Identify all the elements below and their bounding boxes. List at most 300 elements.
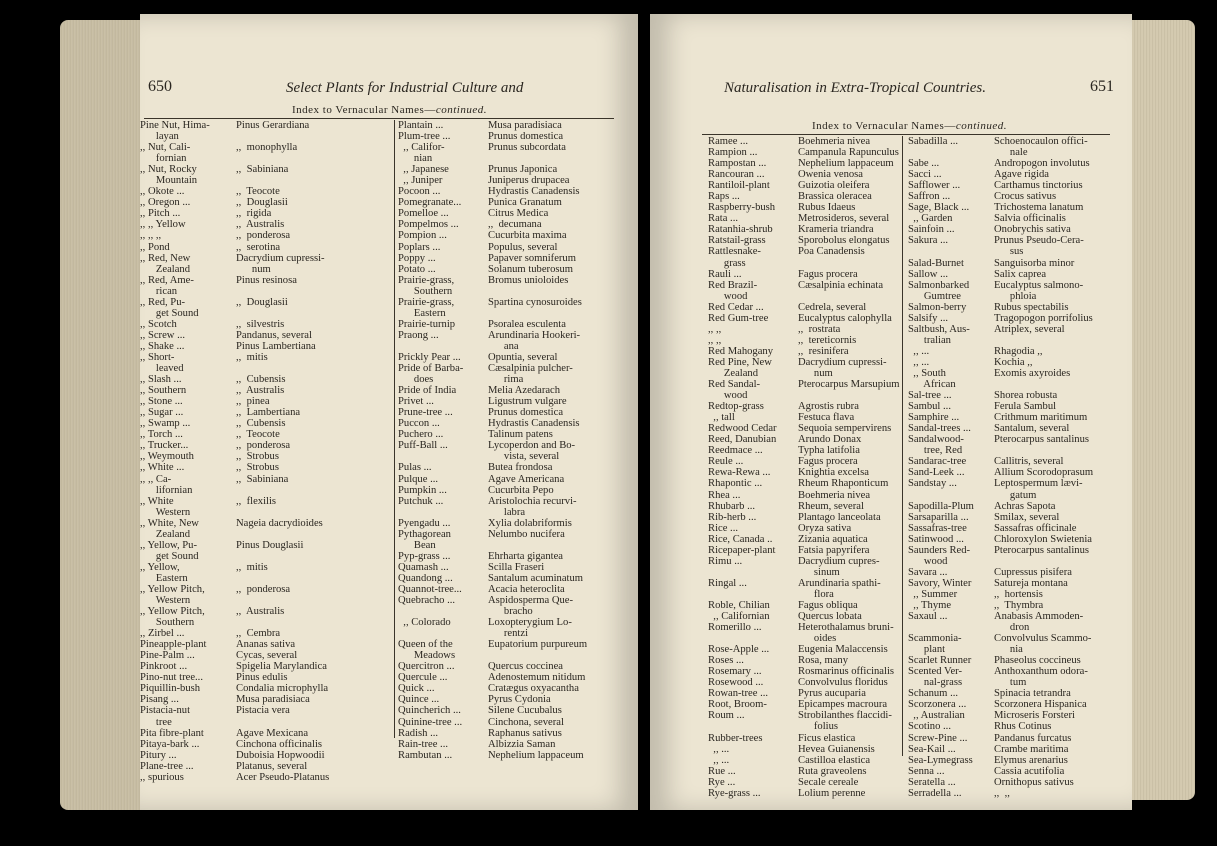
- vernacular-name: Reed, Danubian: [708, 434, 777, 446]
- right-page-number: 651: [1090, 78, 1114, 95]
- botanical-name: Scilla Fraseri: [488, 561, 545, 573]
- botanical-name: Cæsalpinia pulcher-: [488, 363, 573, 375]
- botanical-name: Prunus Pseudo-Cera-: [994, 235, 1084, 247]
- vernacular-name: ,, White, New: [140, 517, 199, 529]
- botanical-name: Zizania aquatica: [798, 533, 868, 545]
- index-entry: [908, 346, 1128, 357]
- index-entry: [708, 633, 902, 644]
- botanical-name: Ehrharta gigantea: [488, 550, 563, 562]
- botanical-name: Acer Pseudo-Platanus: [236, 771, 330, 783]
- index-entry: [708, 202, 902, 213]
- botanical-name: Trichostema lanatum: [994, 202, 1084, 214]
- botanical-name: Elymus arenarius: [994, 754, 1068, 766]
- botanical-name: Solanum tuberosum: [488, 263, 574, 275]
- index-entry: [140, 297, 390, 308]
- vernacular-name: Rib-herb ...: [708, 511, 757, 523]
- index-entry: [708, 788, 902, 799]
- botanical-name: Convolvulus floridus: [798, 677, 888, 689]
- botanical-name: Dacrydium cupressi-: [798, 356, 887, 368]
- index-entry: [140, 175, 390, 186]
- vernacular-name: ,, Red, New: [140, 252, 191, 264]
- botanical-name: Crambe maritima: [994, 743, 1069, 755]
- botanical-name: nia: [994, 644, 1023, 656]
- index-entry: [140, 407, 390, 418]
- vernacular-name: Saltbush, Aus-: [908, 323, 970, 335]
- vernacular-name: Pine Nut, Hima-: [140, 120, 210, 131]
- index-entry: [140, 529, 390, 540]
- index-entry: [708, 744, 902, 755]
- vernacular-name: Rimu ...: [708, 555, 743, 567]
- right-column-divider: [902, 136, 903, 756]
- botanical-name: Butea frondosa: [488, 462, 553, 474]
- index-entry: [140, 551, 390, 562]
- index-entry: [908, 677, 1128, 688]
- botanical-name: Pyrus Cydonia: [488, 694, 551, 706]
- vernacular-name: ,, Zirbel ...: [140, 628, 185, 640]
- vernacular-name: Raps ...: [708, 191, 740, 203]
- vernacular-name: ,, Australian: [908, 710, 965, 722]
- index-entry: [708, 733, 902, 744]
- botanical-name: Pyrus aucuparia: [798, 688, 866, 700]
- index-entry: [140, 131, 390, 142]
- right-top-rule: [702, 134, 1110, 135]
- index-entry: [908, 434, 1128, 445]
- vernacular-name: Rye ...: [708, 776, 736, 788]
- botanical-name: ,, ponderosa: [236, 230, 291, 242]
- vernacular-name: Quince ...: [398, 694, 440, 706]
- vernacular-name: ,, Trucker...: [140, 440, 189, 452]
- botanical-name: Eugenia Malaccensis: [798, 644, 888, 656]
- index-entry: [908, 302, 1128, 313]
- vernacular-name: Screw-Pine ...: [908, 732, 968, 744]
- vernacular-name: Rose-Apple ...: [708, 644, 770, 656]
- vernacular-name: Quamash ...: [398, 561, 449, 573]
- vernacular-name: [908, 490, 990, 501]
- vernacular-name: leaved: [140, 363, 184, 375]
- botanical-name: Krameria triandra: [798, 224, 874, 236]
- index-entry: [908, 456, 1128, 467]
- botanical-name: Fagus obliqua: [798, 599, 858, 611]
- botanical-name: Pinus edulis: [236, 672, 288, 684]
- vernacular-name: Pineapple-plant: [140, 639, 207, 651]
- index-entry: [708, 158, 902, 169]
- index-entry: [708, 600, 902, 611]
- index-entry: [908, 622, 1128, 633]
- botanical-name: Fagus procera: [798, 456, 858, 468]
- index-entry: [908, 578, 1128, 589]
- index-entry: [708, 578, 902, 589]
- index-entry: [398, 275, 636, 286]
- index-entry: [140, 286, 390, 297]
- vernacular-name: ,, Yellow,: [140, 561, 180, 573]
- vernacular-name: Rhubarb ...: [708, 500, 756, 512]
- botanical-name: Acacia heteroclita: [488, 583, 565, 595]
- index-entry: [908, 733, 1128, 744]
- index-entry: [398, 186, 636, 197]
- botanical-name: Pandanus, several: [236, 329, 312, 341]
- vernacular-name: Rain-tree ...: [398, 738, 449, 750]
- index-entry: [140, 562, 390, 573]
- vernacular-name: Redwood Cedar: [708, 423, 777, 435]
- vernacular-name: Salmonbarked: [908, 279, 970, 291]
- vernacular-name: wood: [708, 290, 748, 302]
- botanical-name: ,, Strobus: [236, 451, 279, 463]
- vernacular-name: [398, 628, 484, 639]
- botanical-name: Loxopterygium Lo-: [488, 617, 572, 629]
- botanical-name: Rubus Idaeus: [798, 202, 856, 214]
- vernacular-name: Pompion ...: [398, 230, 447, 242]
- botanical-name: Anthoxanthum odora-: [994, 666, 1088, 678]
- vernacular-name: plant: [908, 644, 946, 656]
- vernacular-name: ,, White: [140, 495, 174, 507]
- botanical-name: Hydrastis Canadensis: [488, 186, 580, 198]
- botanical-name: Aspidosperma Que-: [488, 595, 574, 607]
- vernacular-name: Pomelloe ...: [398, 208, 449, 220]
- botanical-name: Quercus lobata: [798, 611, 862, 623]
- index-entry: [908, 379, 1128, 390]
- index-entry: [708, 213, 902, 224]
- botanical-name: Condalia microphylla: [236, 683, 329, 695]
- left-page-number: 650: [148, 78, 172, 95]
- botanical-name: Kochia ,,: [994, 356, 1033, 368]
- vernacular-name: [908, 246, 990, 257]
- vernacular-name: ,, ,,: [708, 334, 722, 346]
- index-entry: [140, 363, 390, 374]
- vernacular-name: Plum-tree ...: [398, 131, 451, 143]
- index-entry: [398, 308, 636, 319]
- vernacular-name: Pythagorean: [398, 528, 451, 540]
- right-page: [650, 14, 1132, 810]
- botanical-name: Salvia officinalis: [994, 213, 1066, 225]
- vernacular-name: Sandal-trees ...: [908, 423, 971, 435]
- index-entry: [140, 341, 390, 352]
- botanical-name: Platanus, several: [236, 760, 308, 772]
- vernacular-name: Piquillin-bush: [140, 683, 201, 695]
- index-entry: [708, 445, 902, 456]
- index-entry: [708, 357, 902, 368]
- botanical-name: ,, resinifera: [798, 345, 849, 357]
- vernacular-name: rican: [140, 285, 178, 297]
- index-entry: [708, 401, 902, 412]
- botanical-name: tum: [994, 677, 1027, 689]
- index-entry: [708, 545, 902, 556]
- index-entry: [908, 512, 1128, 523]
- index-entry: [908, 688, 1128, 699]
- left-column-divider: [394, 120, 395, 738]
- botanical-name: Cedrela, several: [798, 301, 867, 313]
- vernacular-name: Pulas ...: [398, 462, 432, 474]
- vernacular-name: ,, South: [908, 367, 946, 379]
- index-entry: [140, 451, 390, 462]
- index-entry: [140, 540, 390, 551]
- botanical-name: ,, Cubensis: [236, 418, 286, 430]
- index-entry: [398, 197, 636, 208]
- vernacular-name: ,, ,,: [708, 323, 722, 335]
- index-entry: [908, 291, 1128, 302]
- vernacular-name: Red Gum-tree: [708, 312, 769, 324]
- vernacular-name: Roses ...: [708, 655, 744, 667]
- botanical-name: num: [236, 263, 271, 275]
- index-entry: [908, 357, 1128, 368]
- vernacular-name: Quandong ...: [398, 572, 453, 584]
- botanical-name: Dacrydium cupressi-: [236, 252, 325, 264]
- index-entry: [908, 655, 1128, 666]
- vernacular-name: ,, Juniper: [398, 175, 443, 187]
- index-entry: [708, 512, 902, 523]
- vernacular-name: Puchero ...: [398, 429, 444, 441]
- vernacular-name: Pride of Barba-: [398, 363, 464, 375]
- botanical-name: Microseris Forsteri: [994, 710, 1075, 722]
- botanical-name: Nelumbo nucifera: [488, 528, 565, 540]
- index-entry: [398, 407, 636, 418]
- index-entry: [908, 600, 1128, 611]
- vernacular-name: Saxaul ...: [908, 611, 948, 623]
- index-entry: [398, 551, 636, 562]
- vernacular-name: Pinkroot ...: [140, 661, 188, 673]
- index-entry: [398, 595, 636, 606]
- index-entry: [708, 235, 902, 246]
- left-page: [140, 14, 638, 810]
- vernacular-name: Quercitron ...: [398, 661, 455, 673]
- botanical-name: ,, ,,: [994, 787, 1010, 799]
- index-entry: [140, 462, 390, 473]
- index-entry: [708, 136, 902, 147]
- index-entry: [708, 412, 902, 423]
- vernacular-name: Roum ...: [708, 710, 745, 722]
- index-entry: [398, 429, 636, 440]
- index-entry: [708, 622, 902, 633]
- index-entry: [140, 142, 390, 153]
- botanical-name: ,, silvestris: [236, 318, 285, 330]
- index-entry: [398, 286, 636, 297]
- index-entry: [908, 335, 1128, 346]
- vernacular-name: ,, Colorado: [398, 617, 451, 629]
- index-entry: [140, 705, 390, 716]
- index-entry: [908, 246, 1128, 257]
- vernacular-name: Scotino ...: [908, 721, 951, 733]
- botanical-name: Pinus Douglasii: [236, 539, 304, 551]
- index-entry: [708, 346, 902, 357]
- botanical-name: Ligustrum vulgare: [488, 396, 567, 408]
- vernacular-name: tralian: [908, 334, 951, 346]
- botanical-name: ,, hortensis: [994, 588, 1043, 600]
- vernacular-name: Plantain ...: [398, 120, 444, 131]
- botanical-name: ,, tereticornis: [798, 334, 857, 346]
- index-entry: [708, 246, 902, 257]
- vernacular-name: Pine-Palm ...: [140, 650, 195, 662]
- vernacular-name: Pino-nut tree...: [140, 672, 203, 684]
- botanical-name: ,, mitis: [236, 351, 268, 363]
- botanical-name: Talinum patens: [488, 429, 553, 441]
- index-entry: [398, 230, 636, 241]
- index-entry: [140, 308, 390, 319]
- botanical-name: Pinus resinosa: [236, 274, 297, 286]
- index-entry: [398, 661, 636, 672]
- vernacular-name: Queen of the: [398, 639, 453, 651]
- index-entry: [908, 169, 1128, 180]
- vernacular-name: ,, Yellow Pitch,: [140, 583, 205, 595]
- vernacular-name: ,, Sugar ...: [140, 407, 184, 419]
- index-entry: [398, 142, 636, 153]
- vernacular-name: ,, Short-: [140, 351, 175, 363]
- botanical-name: ,, Lambertiana: [236, 407, 301, 419]
- botanical-name: Albizzia Saman: [488, 738, 556, 750]
- botanical-name: ,, serotina: [236, 241, 281, 253]
- vernacular-name: [398, 507, 484, 518]
- index-entry: [140, 661, 390, 672]
- vernacular-name: Samphire ...: [908, 412, 960, 424]
- vernacular-name: ,, Yellow, Pu-: [140, 539, 198, 551]
- index-entry: [398, 750, 636, 761]
- index-entry: [140, 496, 390, 507]
- vernacular-name: Satinwood ...: [908, 533, 964, 545]
- vernacular-name: Rice, Canada ..: [708, 533, 773, 545]
- botanical-name: Pterocarpus Marsupium: [798, 379, 900, 391]
- index-entry: [398, 474, 636, 485]
- index-entry: [398, 739, 636, 750]
- index-entry: [140, 717, 390, 728]
- vernacular-name: Savory, Winter: [908, 577, 972, 589]
- index-entry: [708, 269, 902, 280]
- index-entry: [908, 666, 1128, 677]
- index-entry: [908, 191, 1128, 202]
- vernacular-name: ,, Stone ...: [140, 396, 183, 408]
- botanical-name: Rheum Rhaponticum: [798, 478, 889, 490]
- botanical-name: nale: [994, 147, 1028, 159]
- botanical-name: Epicampes macroura: [798, 699, 888, 711]
- botanical-name: Typha latifolia: [798, 445, 860, 457]
- vernacular-name: Zealand: [708, 367, 759, 379]
- index-entry: [708, 368, 902, 379]
- index-entry: [708, 191, 902, 202]
- vernacular-name: ,, Nut, Rocky: [140, 164, 197, 176]
- botanical-name: Brassica oleracea: [798, 191, 872, 203]
- index-entry: [398, 462, 636, 473]
- vernacular-name: Ratanhia-shrub: [708, 224, 773, 236]
- index-entry: [398, 297, 636, 308]
- botanical-name: Prunus subcordata: [488, 142, 566, 154]
- index-entry: [708, 258, 902, 269]
- vernacular-name: ,, ...: [708, 743, 730, 755]
- vernacular-name: tree, Red: [908, 445, 963, 457]
- index-entry: [708, 567, 902, 578]
- vernacular-name: Red Mahogany: [708, 345, 774, 357]
- botanical-name: Bromus unioloides: [488, 274, 569, 286]
- botanical-name: Eucalyptus salmono-: [994, 279, 1084, 291]
- vernacular-name: [708, 589, 794, 600]
- index-entry: [908, 224, 1128, 235]
- vernacular-name: Quercule ...: [398, 672, 448, 684]
- index-entry: [708, 777, 902, 788]
- index-entry: [398, 705, 636, 716]
- botanical-name: Boehmeria nivea: [798, 489, 871, 501]
- botanical-name: oides: [798, 633, 837, 645]
- botanical-name: ,, ponderosa: [236, 440, 291, 452]
- vernacular-name: grass: [708, 257, 746, 269]
- botanical-name: Pinus Gerardiana: [236, 120, 310, 131]
- index-entry: [398, 573, 636, 584]
- botanical-name: Fatsia papyrifera: [798, 544, 870, 556]
- botanical-name: Lycoperdon and Bo-: [488, 440, 576, 452]
- vernacular-name: Rye-grass ...: [708, 787, 761, 799]
- index-entry: [140, 429, 390, 440]
- index-entry: [908, 467, 1128, 478]
- index-entry: [708, 766, 902, 777]
- index-entry: [908, 202, 1128, 213]
- botanical-name: Cratægus oxyacantha: [488, 683, 579, 695]
- index-entry: [398, 451, 636, 462]
- left-column-1: [140, 120, 390, 783]
- index-entry: [908, 721, 1128, 732]
- vernacular-name: Scented Ver-: [908, 666, 963, 678]
- botanical-name: ,, Australis: [236, 606, 285, 618]
- botanical-name: Aristolochia recurvi-: [488, 495, 577, 507]
- vernacular-name: Red Sandal-: [708, 379, 761, 391]
- botanical-name: Heterothalamus bruni-: [798, 622, 894, 634]
- vernacular-name: Root, Broom-: [708, 699, 767, 711]
- vernacular-name: Savara ...: [908, 566, 948, 578]
- botanical-name: Nephelium lappaceum: [488, 749, 584, 761]
- botanical-name: Cucurbita maxima: [488, 230, 567, 242]
- botanical-name: Arundinaria Hookeri-: [488, 329, 581, 341]
- botanical-name: Sanguisorba minor: [994, 257, 1075, 269]
- vernacular-name: Prairie-grass,: [398, 296, 455, 308]
- index-entry: [908, 534, 1128, 545]
- vernacular-name: Mountain: [140, 175, 198, 187]
- botanical-name: Silene Cucubalus: [488, 705, 562, 717]
- botanical-name: Phaseolus coccineus: [994, 655, 1081, 667]
- index-entry: [398, 496, 636, 507]
- botanical-name: bracho: [488, 606, 533, 618]
- botanical-name: Hydrastis Canadensis: [488, 418, 580, 430]
- botanical-name: Sequoia sempervirens: [798, 423, 892, 435]
- index-entry: [908, 258, 1128, 269]
- vernacular-name: ,, Californian: [708, 611, 770, 623]
- index-entry: [708, 434, 902, 445]
- index-entry: [908, 611, 1128, 622]
- botanical-name: Ruta graveolens: [798, 765, 867, 777]
- botanical-name: Ficus elastica: [798, 732, 856, 744]
- vernacular-name: ,, ,, Yellow: [140, 219, 186, 231]
- botanical-name: Quercus coccinea: [488, 661, 563, 673]
- vernacular-name: Rice ...: [708, 522, 739, 534]
- vernacular-name: Sea-Lymegrass: [908, 754, 973, 766]
- index-entry: [398, 728, 636, 739]
- index-entry: [140, 374, 390, 385]
- vernacular-name: Sea-Kail ...: [908, 743, 956, 755]
- vernacular-name: lifornian: [140, 484, 193, 496]
- vernacular-name: Sandarac-tree: [908, 456, 967, 468]
- botanical-name: ,, pinea: [236, 396, 270, 408]
- index-entry: [708, 710, 902, 721]
- index-entry: [398, 363, 636, 374]
- botanical-name: Papaver somniferum: [488, 252, 576, 264]
- vernacular-name: Puccon ...: [398, 418, 440, 430]
- vernacular-name: Southern: [140, 617, 195, 629]
- vernacular-name: ,, Weymouth: [140, 451, 194, 463]
- vernacular-name: Poplars ...: [398, 241, 441, 253]
- vernacular-name: Quincherich ...: [398, 705, 461, 717]
- vernacular-name: Putchuk ...: [398, 495, 444, 507]
- botanical-name: Citrus Medica: [488, 208, 549, 220]
- vernacular-name: Quebracho ...: [398, 595, 456, 607]
- index-entry: [398, 164, 636, 175]
- vernacular-name: Sakura ...: [908, 235, 949, 247]
- botanical-name: ,, monophylla: [236, 142, 298, 154]
- botanical-name: rima: [488, 374, 524, 386]
- index-entry: [398, 529, 636, 540]
- vernacular-name: Plane-tree ...: [140, 760, 194, 772]
